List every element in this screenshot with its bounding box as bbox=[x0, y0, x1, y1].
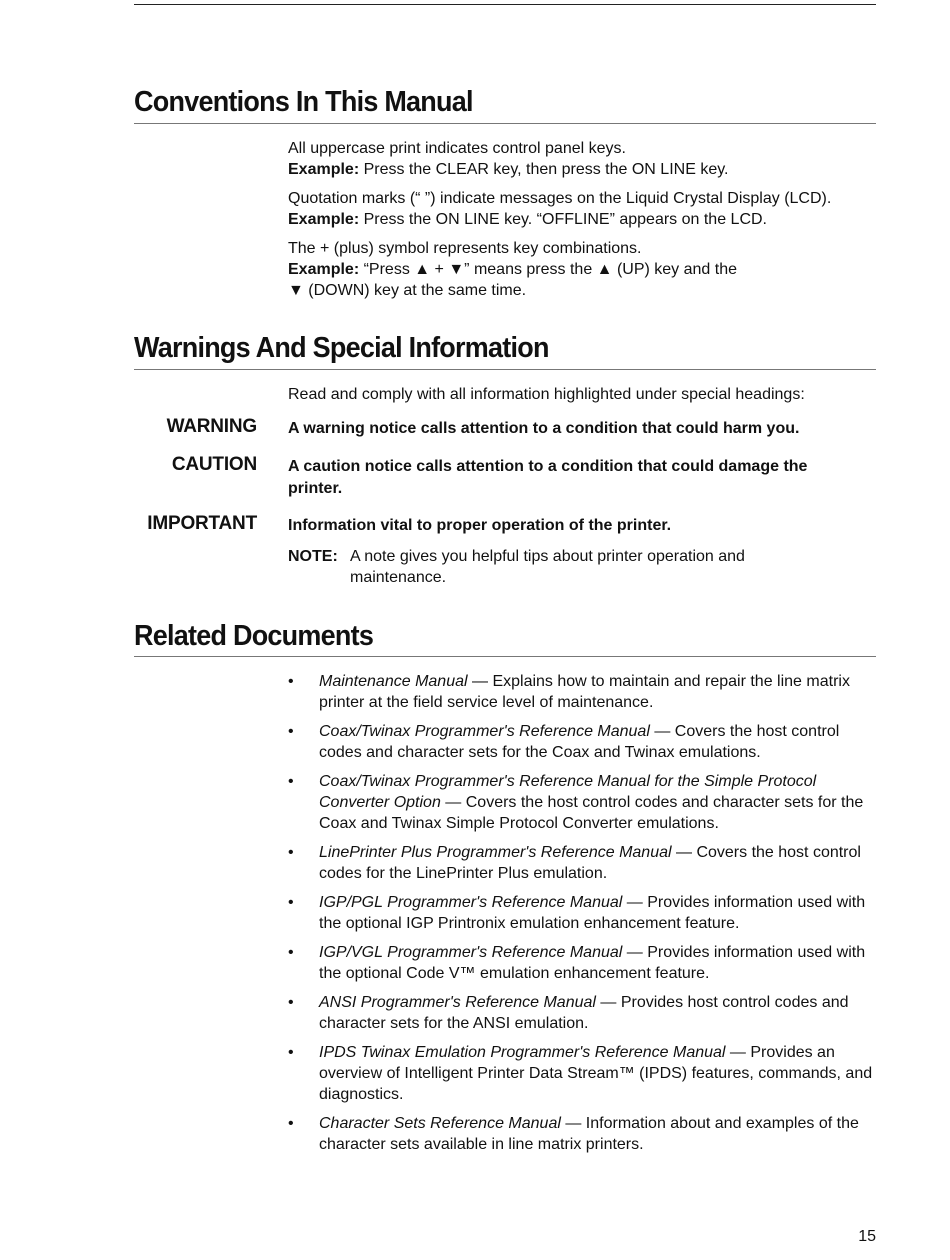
example-text: “Press ▲ + ▼” means press the ▲ (UP) key and the bbox=[359, 261, 737, 278]
example-label: Example: bbox=[288, 161, 360, 178]
warnings-intro: Read and comply with all information highlighted under special headings: bbox=[288, 386, 805, 403]
warning-label: WARNING bbox=[166, 416, 257, 437]
page-number: 15 bbox=[858, 1228, 876, 1245]
document-title: IGP/PGL Programmer's Reference Manual bbox=[319, 894, 623, 911]
bullet: • bbox=[288, 1044, 294, 1061]
document-title: IGP/VGL Programmer's Reference Manual bbox=[319, 944, 623, 961]
bullet: • bbox=[288, 673, 294, 690]
example-label: Example: bbox=[288, 261, 360, 278]
document-title: IPDS Twinax Emulation Programmer's Reference Manual bbox=[319, 1044, 726, 1061]
document-description: — Explains how to maintain and repair the line matrix printer at the field service level of maintenance. bbox=[319, 673, 850, 711]
important-label: IMPORTANT bbox=[147, 513, 257, 534]
list-item bbox=[288, 1113, 880, 1155]
document-title: Coax/Twinax Programmer's Reference Manual for the Simple Protocol Converter Option bbox=[319, 773, 817, 811]
document-description: — Covers the host control codes and character sets for the Coax and Twinax emulations. bbox=[319, 723, 840, 761]
convention-uppercase bbox=[288, 138, 880, 180]
convention-uppercase-text: All uppercase print indicates control panel keys. bbox=[288, 140, 626, 157]
related-rule bbox=[134, 656, 876, 657]
document-title: Coax/Twinax Programmer's Reference Manual bbox=[319, 723, 650, 740]
bullet: • bbox=[288, 944, 294, 961]
document-description: — Provides information used with the optional IGP Printronix emulation enhancement feature. bbox=[319, 894, 866, 932]
document-description: — Covers the host control codes and character sets for the Coax and Twinax Simple Protocol Converter emulations. bbox=[319, 794, 864, 832]
list-item bbox=[288, 721, 880, 763]
list-item bbox=[288, 942, 880, 984]
caution-label: CAUTION bbox=[171, 454, 257, 475]
related-heading: Related Documents bbox=[134, 620, 374, 652]
important-text: Information vital to proper operation of the printer. bbox=[288, 517, 672, 534]
convention-plus-example bbox=[288, 259, 880, 280]
document-title: Maintenance Manual bbox=[319, 673, 468, 690]
convention-quotes-text: Quotation marks (“ ”) indicate messages on the Liquid Crystal Display (LCD). bbox=[288, 190, 832, 207]
document-description: — Provides host control codes and character sets for the ANSI emulation. bbox=[319, 994, 849, 1032]
convention-plus-example-cont: ▼ (DOWN) key at the same time. bbox=[288, 282, 527, 299]
warnings-rule bbox=[134, 369, 876, 370]
list-item bbox=[288, 1042, 880, 1105]
list-item bbox=[288, 771, 880, 834]
list-item bbox=[288, 671, 880, 713]
document-description: — Provides an overview of Intelligent Printer Data Stream™ (IPDS) features, commands, and diagnostics. bbox=[319, 1044, 873, 1103]
related-documents-list bbox=[288, 671, 880, 1163]
bullet: • bbox=[288, 894, 294, 911]
document-title: ANSI Programmer's Reference Manual bbox=[319, 994, 596, 1011]
note-text: A note gives you helpful tips about printer operation and maintenance. bbox=[350, 548, 745, 586]
convention-uppercase-example bbox=[288, 159, 880, 180]
bullet: • bbox=[288, 773, 294, 790]
warnings-heading: Warnings And Special Information bbox=[134, 332, 549, 364]
example-text: Press the ON LINE key. “OFFLINE” appears on the LCD. bbox=[359, 211, 767, 228]
convention-plus-text: The + (plus) symbol represents key combinations. bbox=[288, 240, 642, 257]
note-label: NOTE: bbox=[288, 548, 338, 565]
list-item bbox=[288, 992, 880, 1034]
bullet: • bbox=[288, 844, 294, 861]
document-description: — Information about and examples of the character sets available in line matrix printers. bbox=[319, 1115, 859, 1153]
warning-text: A warning notice calls attention to a condition that could harm you. bbox=[288, 420, 800, 437]
document-title: LinePrinter Plus Programmer's Reference Manual bbox=[319, 844, 672, 861]
document-description: — Provides information used with the optional Code V™ emulation enhancement feature. bbox=[319, 944, 866, 982]
convention-quotes-example bbox=[288, 209, 880, 230]
conventions-rule bbox=[134, 123, 876, 124]
conventions-heading: Conventions In This Manual bbox=[134, 86, 473, 118]
convention-quotes bbox=[288, 188, 880, 230]
top-rule bbox=[134, 4, 876, 5]
bullet: • bbox=[288, 994, 294, 1011]
caution-text: A caution notice calls attention to a condition that could damage the printer. bbox=[288, 458, 808, 497]
list-item bbox=[288, 892, 880, 934]
convention-plus bbox=[288, 238, 880, 301]
example-label: Example: bbox=[288, 211, 360, 228]
bullet: • bbox=[288, 723, 294, 740]
document-description: — Covers the host control codes for the LinePrinter Plus emulation. bbox=[319, 844, 861, 882]
bullet: • bbox=[288, 1115, 294, 1132]
list-item bbox=[288, 842, 880, 884]
example-text: Press the CLEAR key, then press the ON LINE key. bbox=[359, 161, 729, 178]
note bbox=[288, 546, 848, 590]
document-title: Character Sets Reference Manual bbox=[319, 1115, 561, 1132]
